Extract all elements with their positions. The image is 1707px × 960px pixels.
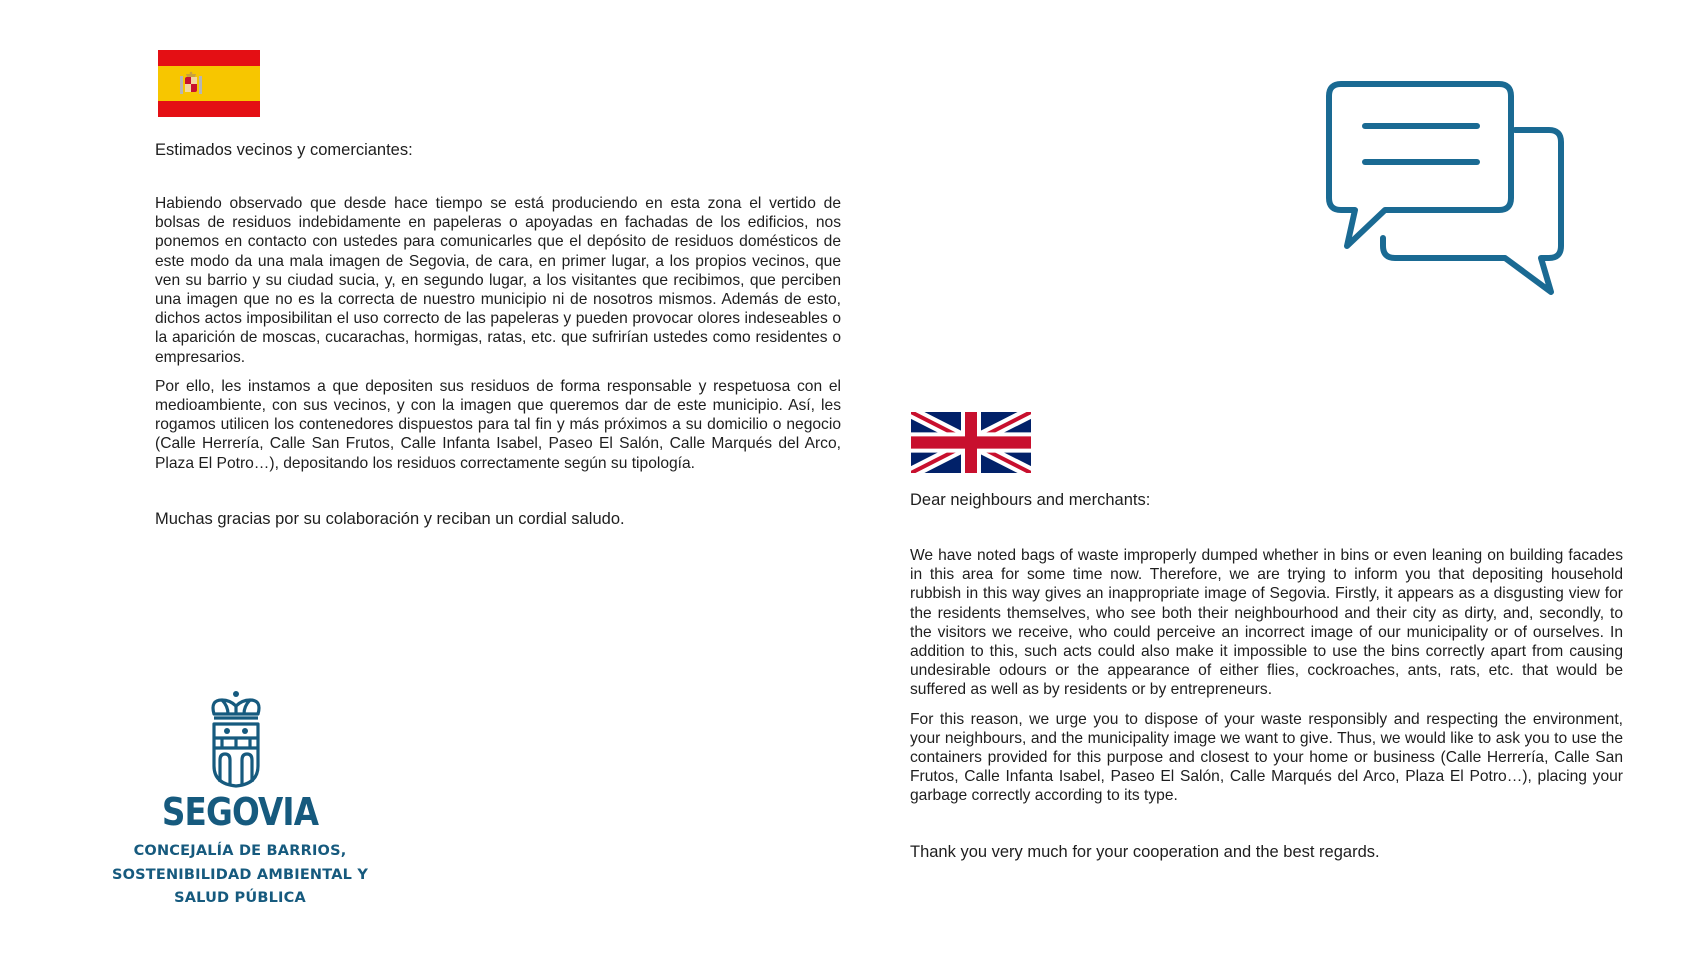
segovia-logo: [100, 690, 380, 915]
logo-department: [100, 840, 380, 911]
logo-department-line-1: CONCEJALÍA DE BARRIOS,: [133, 843, 347, 859]
uk-flag-icon: [911, 412, 1031, 473]
spanish-paragraph-1: Habiendo observado que desde hace tiempo se está produciendo en esta zona el vertido de bolsas de residuos indebidamente en papeleras o apoyadas en fachadas de los edificios, nos ponemos en contacto con ustedes para comunicarles que el depósito de residuos domésticos de este modo da una mala imagen de Segovia, de cara, en primer lugar, a los propios vecinos, que ven su barrio y su ciudad sucia, y, en segundo lugar, a los visitantes que recibimos, que perciben una imagen que no es la correcta de nuestro municipio ni de nosotros mismos. Además de esto, dichos actos imposibilitan el uso correcto de las papeleras y pueden provocar olores indeseables o la aparición de moscas, cucarachas, hormigas, ratas, etc. que sufrirían ustedes como residentes o empresarios.: [155, 195, 841, 366]
logo-department-line-3: SALUD PÚBLICA: [174, 890, 306, 906]
spanish-paragraph-2: Por ello, les instamos a que depositen sus residuos de forma responsable y respetuosa con el medioambiente, con sus vecinos, y con la imagen que queremos dar de este municipio. Así, les rogamos utilicen los contenedores dispuestos para tal fin y más próximos a su domicilio o negocio (Calle Herrería, Calle San Frutos, Calle Infanta Isabel, Paseo El Salón, Calle Marqués del Arco, Plaza El Potro…), depositando los residuos correctamente según su tipología.: [155, 377, 841, 472]
segovia-coat-of-arms-icon: [200, 690, 272, 788]
english-paragraph-1: We have noted bags of waste improperly dumped whether in bins or even leaning on building facades in this area for some time now. Therefore, we are trying to inform you that depositing household rubbish in this way gives an inappropriate image of Segovia. Firstly, it appears as a disgusting view for the residents themselves, who see both their neighbourhood and their city as dirty, and, secondly, to the visitors we receive, who could perceive an incorrect image of our municipality or of ourselves. In addition to this, such acts could also make it impossible to use the bins correctly apart from causing undesirable odours or the appearance of either flies, cockroaches, ants, rats, etc. that would be suffered as well as by residents or by entrepreneurs.: [910, 547, 1623, 699]
english-letter: [910, 490, 1623, 862]
logo-city-name: SEGOVIA: [161, 790, 319, 834]
english-salutation: Dear neighbours and merchants:: [910, 491, 1151, 509]
spanish-letter: [155, 140, 841, 529]
english-closing: Thank you very much for your cooperation and the best regards.: [910, 842, 1380, 861]
english-paragraph-2: For this reason, we urge you to dispose of your waste responsibly and respecting the environment, your neighbours, and the municipality image we want to give. Thus, we would like to ask you to use the containers provided for this purpose and closest to your home or business (Calle Herrería, Calle San Frutos, Calle Infanta Isabel, Paseo El Salón, Calle Marqués del Arco, Plaza El Potro…), placing your garbage correctly according to its type.: [910, 710, 1623, 805]
spain-flag-icon: [158, 50, 260, 117]
chat-bubbles-icon: [1325, 80, 1570, 296]
spanish-salutation: Estimados vecinos y comerciantes:: [155, 141, 413, 159]
logo-department-line-2: SOSTENIBILIDAD AMBIENTAL Y: [111, 866, 369, 883]
spanish-closing: Muchas gracias por su colaboración y reciban un cordial saludo.: [155, 509, 625, 528]
